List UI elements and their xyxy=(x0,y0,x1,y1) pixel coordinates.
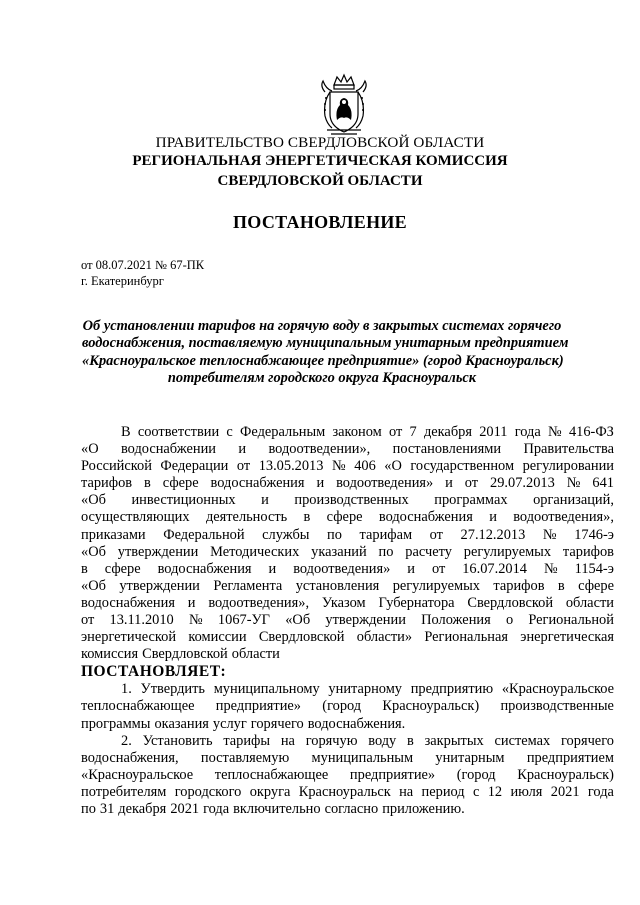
text-line xyxy=(81,492,614,509)
word: предприятие» xyxy=(215,698,301,715)
word: (город xyxy=(322,698,362,715)
word: 7 xyxy=(409,424,417,440)
word: производственных xyxy=(294,492,409,509)
word: Свердловской xyxy=(258,629,345,646)
word: № xyxy=(542,526,557,543)
word: организаций, xyxy=(533,492,614,509)
text-line xyxy=(81,578,614,595)
document-title: ПОСТАНОВЛЕНИЕ xyxy=(233,212,407,232)
word: на xyxy=(399,783,414,800)
word: года xyxy=(587,783,614,800)
region-name: СВЕРДЛОВСКОЙ ОБЛАСТИ xyxy=(217,173,423,189)
word: унитарному xyxy=(328,681,402,698)
word: сфере xyxy=(326,509,363,526)
text-line xyxy=(81,561,614,578)
word: 1. xyxy=(121,681,132,698)
word: по xyxy=(81,800,96,817)
word: горячего xyxy=(561,732,614,749)
word: системах xyxy=(494,732,551,749)
word: Свердловской xyxy=(467,594,554,611)
word: комиссии xyxy=(188,629,247,646)
word: Региональная xyxy=(424,629,509,646)
word: воду xyxy=(368,732,397,749)
word: с xyxy=(226,424,233,440)
text-line xyxy=(81,458,614,475)
word: законом xyxy=(332,424,382,440)
word: в xyxy=(81,560,88,577)
word: 13.11.2010 xyxy=(109,612,174,629)
word: оказания xyxy=(154,715,209,732)
document-city: г. Екатеринбург xyxy=(81,274,164,288)
word: инвестиционных xyxy=(131,492,236,509)
word: 2021 xyxy=(550,783,580,800)
word: «О xyxy=(81,441,99,458)
text-line xyxy=(81,801,614,818)
word: 13.05.2013 xyxy=(258,458,324,475)
subject-line: водоснабжения, поставляемую муниципальным унитарным предприятием xyxy=(82,335,569,352)
word: 27.12.2013 xyxy=(460,526,526,543)
word: 641 xyxy=(592,475,614,492)
word: и xyxy=(407,560,415,577)
word: услуг xyxy=(212,715,247,732)
word: утверждении xyxy=(325,612,406,629)
word: декабря xyxy=(423,424,472,440)
subject-line: Об установлении тарифов на горячую воду в закрытых системах горячего xyxy=(82,318,562,334)
word: № xyxy=(547,424,562,440)
word: Губернатора xyxy=(378,594,455,611)
text-line xyxy=(81,733,614,750)
word: тарифов xyxy=(493,577,545,594)
preamble-paragraph xyxy=(81,424,614,663)
word: регулируемых xyxy=(392,577,480,594)
word: и xyxy=(316,475,325,492)
word: приказами xyxy=(81,526,146,543)
word: № xyxy=(331,458,346,475)
text-line xyxy=(81,646,614,663)
word: поставляемую xyxy=(200,749,290,766)
word: области xyxy=(231,646,280,663)
word: от xyxy=(464,475,479,492)
word: июля xyxy=(510,783,543,800)
word: В xyxy=(121,424,131,440)
word: установления xyxy=(295,577,380,594)
word: производственные xyxy=(500,698,614,715)
word: года xyxy=(203,800,230,817)
word: Методических xyxy=(210,543,300,560)
document-subject xyxy=(82,318,569,388)
word: водоснабжения, xyxy=(81,749,179,766)
word: горячего xyxy=(250,715,304,732)
word: деятельность xyxy=(205,509,288,526)
word: в xyxy=(144,475,151,492)
word: Федерации xyxy=(160,458,229,475)
word: на xyxy=(280,732,295,749)
text-line xyxy=(81,424,614,441)
text-line xyxy=(81,527,614,544)
word: от xyxy=(429,526,443,543)
text-line xyxy=(81,698,614,715)
text-line xyxy=(81,681,614,698)
word: предприятию xyxy=(410,681,494,698)
word: унитарным xyxy=(435,749,505,766)
word: регулируемых xyxy=(463,543,552,560)
document-body xyxy=(81,424,614,818)
word: и xyxy=(261,492,269,509)
word: с xyxy=(472,783,480,800)
word: Федеральным xyxy=(240,424,326,440)
word: Красноуральск) xyxy=(517,766,614,783)
text-line xyxy=(81,612,614,629)
word: 12 xyxy=(487,783,503,800)
word: от xyxy=(388,424,403,440)
word: № xyxy=(543,560,558,577)
word: Региональной xyxy=(528,612,614,629)
word: водоснабжения xyxy=(378,509,473,526)
word: водоотведении», xyxy=(268,441,371,458)
word: Федеральной xyxy=(163,526,245,543)
word: «Об xyxy=(81,543,106,560)
word: 1746-э xyxy=(574,526,614,543)
resolves-heading: ПОСТАНОВЛЯЕТ: xyxy=(81,663,227,681)
text-line xyxy=(81,629,614,646)
word: № xyxy=(188,612,203,629)
item-1-paragraph xyxy=(81,681,614,732)
word: муниципальным xyxy=(311,749,414,766)
word: городского xyxy=(174,783,242,800)
word: тарифам xyxy=(359,526,413,543)
word: постановлениями xyxy=(392,441,502,458)
word: Регламента xyxy=(213,577,283,594)
word: Российской xyxy=(81,458,152,475)
word: Утвердить xyxy=(140,681,205,698)
word: области» xyxy=(356,629,413,646)
word: в xyxy=(303,509,311,526)
word: Красноуральск xyxy=(298,783,391,800)
word: водоотведения» xyxy=(336,475,434,492)
word: по xyxy=(378,543,394,560)
word: тарифов xyxy=(562,543,614,560)
word: закрытых xyxy=(424,732,484,749)
word: «Об xyxy=(81,577,106,594)
word: регулировании xyxy=(522,458,614,475)
word: «Об xyxy=(81,492,106,509)
word: период xyxy=(421,783,465,800)
word: и xyxy=(187,594,196,611)
word: по xyxy=(327,526,342,543)
word: 31 xyxy=(99,800,115,817)
word: и xyxy=(268,560,277,577)
subject-line: «Красноуральское теплоснабжающее предприятие» (город Красноуральск) xyxy=(82,352,564,369)
word: № xyxy=(566,475,581,492)
word: и xyxy=(445,475,453,492)
word: сфере xyxy=(104,560,141,577)
word: «Красноуральское xyxy=(81,766,194,783)
word: «О xyxy=(384,458,402,475)
word: энергетической xyxy=(81,629,177,646)
word: 416-ФЗ xyxy=(568,424,614,440)
word: года xyxy=(514,424,541,440)
government-name: ПРАВИТЕЛЬСТВО СВЕРДЛОВСКОЙ ОБЛАСТИ xyxy=(155,134,485,151)
item-2-paragraph xyxy=(81,733,614,818)
text-line xyxy=(81,544,614,561)
word: водоснабжения xyxy=(157,560,252,577)
word: от xyxy=(431,560,446,577)
document-date-number: от 08.07.2021 № 67-ПК xyxy=(81,258,205,272)
word: (город xyxy=(456,766,496,783)
word: 2. xyxy=(121,732,132,749)
word: предприятие» xyxy=(349,766,436,783)
word: утверждении xyxy=(119,577,200,594)
word: Правительства xyxy=(523,441,614,458)
text-line xyxy=(81,509,614,526)
word: Положения xyxy=(421,612,491,629)
word: утверждении xyxy=(117,543,199,560)
word: области xyxy=(565,594,614,611)
word: государственном xyxy=(410,458,515,475)
word: тарифов xyxy=(81,475,133,492)
word: водоснабжения xyxy=(210,475,305,492)
commission-name: РЕГИОНАЛЬНАЯ ЭНЕРГЕТИЧЕСКАЯ КОМИССИЯ xyxy=(132,153,508,169)
word: включительно xyxy=(233,800,321,817)
text-line xyxy=(81,750,614,767)
word: «Об xyxy=(285,612,311,629)
word: водоснабжении xyxy=(120,441,217,458)
word: предприятием xyxy=(526,749,614,766)
word: 29.07.2013 xyxy=(490,475,555,492)
word: Указом xyxy=(321,594,366,611)
coat-of-arms-icon xyxy=(317,72,371,138)
word: соответствии xyxy=(137,424,220,440)
text-line xyxy=(81,767,614,784)
word: сфере xyxy=(578,577,614,594)
word: комиссия xyxy=(81,646,139,663)
text-line xyxy=(81,475,614,492)
word: горячую xyxy=(305,732,358,749)
word: сфере xyxy=(162,475,199,492)
word: 2021 xyxy=(170,800,200,817)
word: теплоснабжающее xyxy=(214,766,329,783)
word: в xyxy=(407,732,414,749)
word: службы xyxy=(262,526,310,543)
word: программах xyxy=(434,492,508,509)
word: тарифы xyxy=(223,732,271,749)
text-line xyxy=(81,716,614,733)
word: теплоснабжающее xyxy=(81,698,195,715)
word: «Красноуральское xyxy=(501,681,614,698)
subject-line: потребителям городского округа Красноуральск xyxy=(167,370,477,387)
word: Установить xyxy=(142,732,213,749)
word: декабря xyxy=(118,800,167,817)
word: муниципальному xyxy=(213,681,320,698)
text-line xyxy=(81,441,614,458)
word: Красноуральск) xyxy=(382,698,480,715)
word: водоснабжения. xyxy=(307,715,406,732)
text-line xyxy=(81,595,614,612)
word: о xyxy=(505,612,514,629)
word: 406 xyxy=(354,458,376,475)
word: 1067-УГ xyxy=(217,612,271,629)
word: Свердловской xyxy=(142,646,228,663)
word: программы xyxy=(81,715,151,732)
word: 16.07.2014 xyxy=(462,560,527,577)
word: водоотведения» xyxy=(293,560,391,577)
word: от xyxy=(236,458,251,475)
word: 1154-э xyxy=(574,560,614,577)
word: от xyxy=(81,612,95,629)
word: потребителям xyxy=(81,783,167,800)
word: водоснабжения xyxy=(81,594,175,611)
word: округа xyxy=(249,783,291,800)
word: приложению. xyxy=(382,800,465,817)
word: согласно xyxy=(324,800,379,817)
word: энергетическая xyxy=(520,629,614,646)
word: и xyxy=(489,509,497,526)
word: 2011 xyxy=(479,424,508,440)
word: и xyxy=(238,441,247,458)
word: расчету xyxy=(405,543,452,560)
word: в xyxy=(557,577,565,594)
text-line xyxy=(81,784,614,801)
word: осуществляющих xyxy=(81,509,190,526)
word: водоотведения», xyxy=(513,509,614,526)
word: указаний xyxy=(311,543,367,560)
word: водоотведения», xyxy=(208,594,310,611)
